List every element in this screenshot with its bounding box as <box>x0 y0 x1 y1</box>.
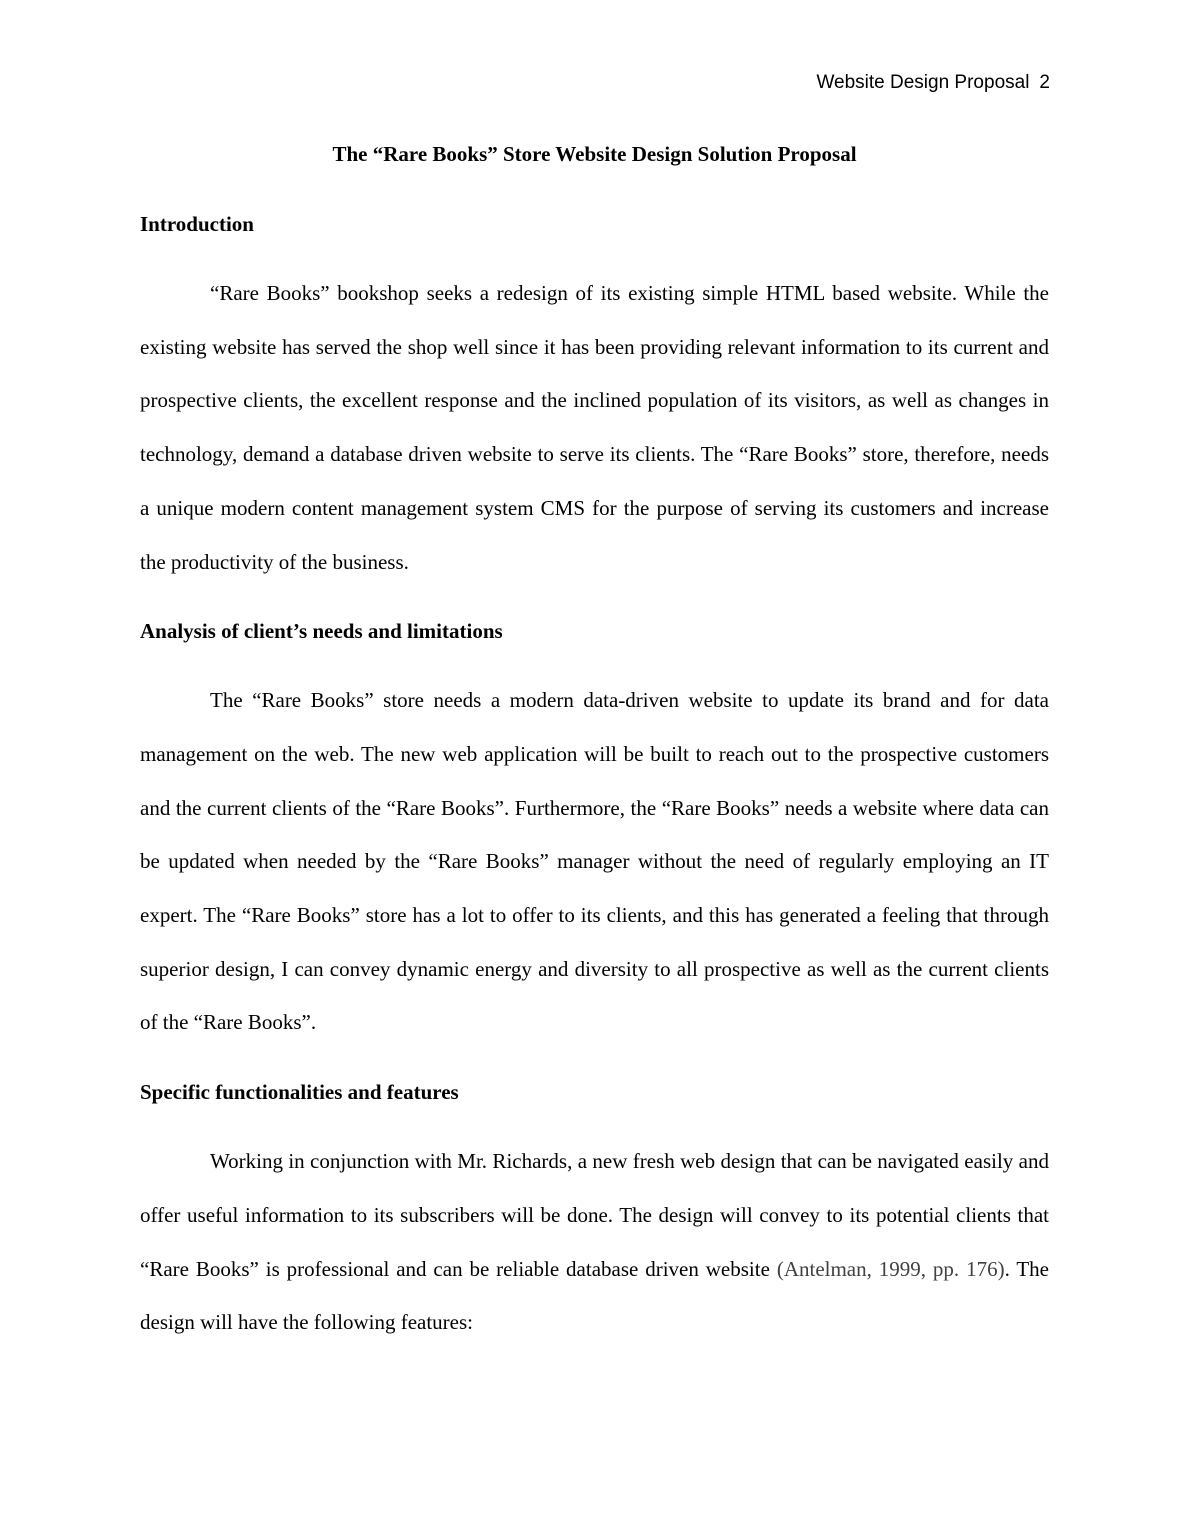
section-heading-features: Specific functionalities and features <box>140 1080 459 1105</box>
paragraph-introduction: “Rare Books” bookshop seeks a redesign of its existing simple HTML based website. While the existing website has served the shop well since it has been providing relevant information to its current and prospective clients, the excellent response and the inclined population of its visitors, as well as changes in technology, demand a database driven website to serve its clients. The “Rare Books” store, therefore, needs a unique modern content management system CMS for the purpose of serving its customers and increase the productivity of the business. <box>140 281 1049 574</box>
paragraph-features <box>140 1135 1049 1350</box>
paragraph-features-text: Working in conjunction with Mr. Richards, a new fresh web design that can be navigated easily and offer useful information to its subscribers will be done. The design will convey to its potential clients that “Rare Books” is professional and can be reliable database driven website <box>140 1149 1049 1281</box>
running-title: Website Design Proposal <box>816 72 1030 93</box>
running-header <box>816 71 1050 95</box>
section-heading-analysis: Analysis of client’s needs and limitations <box>140 619 503 644</box>
page-number: 2 <box>1039 72 1050 93</box>
document-title: The “Rare Books” Store Website Design Solution Proposal <box>332 142 857 166</box>
section-heading-introduction: Introduction <box>140 212 254 236</box>
citation: (Antelman, 1999, pp. 176) <box>776 1256 1005 1281</box>
paragraph-features-ending: . The design will have the following features: <box>140 1256 1049 1335</box>
paragraph-analysis: The “Rare Books” store needs a modern data-driven website to update its brand and for data management on the web. The new web application will be built to reach out to the prospective customers and the current clients of the “Rare Books”. Furthermore, the “Rare Books” needs a website where data can be updated when needed by the “Rare Books” manager without the need of regularly employing an IT expert. The “Rare Books” store has a lot to offer to its clients, and this has generated a feeling that through superior design, I can convey dynamic energy and diversity to all prospective as well as the current clients of the “Rare Books”. <box>140 688 1049 1035</box>
document-body <box>140 138 1049 1350</box>
